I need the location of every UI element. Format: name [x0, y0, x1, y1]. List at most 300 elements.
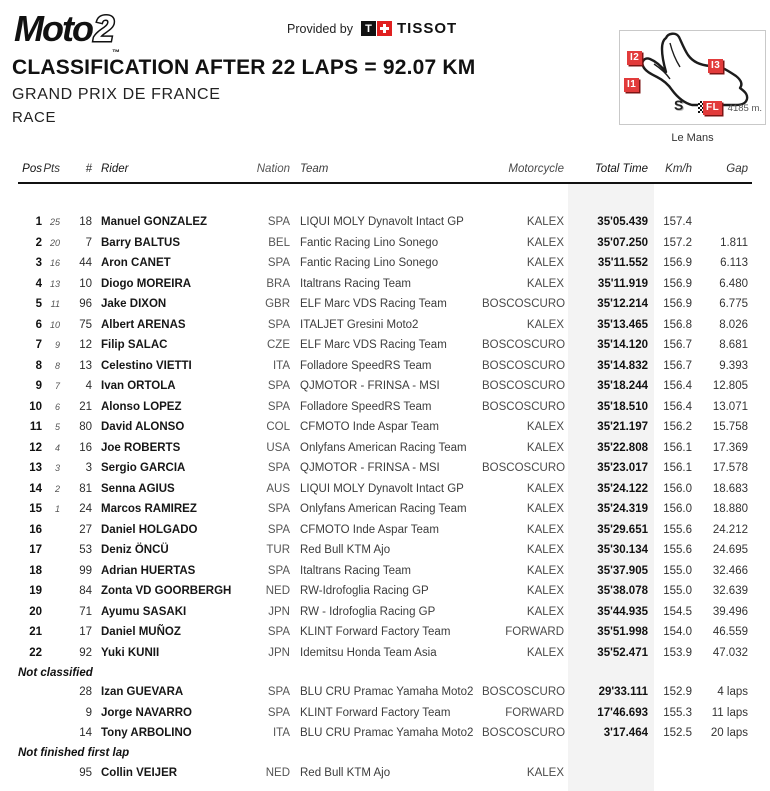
cell-pos: 10	[29, 400, 42, 413]
tissot-t-icon: T	[361, 21, 376, 36]
cell-gap: 12.805	[712, 380, 748, 393]
cell-pos: 20	[29, 605, 42, 618]
cell-team: BLU CRU Pramac Yamaha Moto2	[300, 686, 474, 699]
table-row	[0, 602, 770, 623]
moto2-logo-text: Moto	[14, 8, 92, 49]
cell-rider: Alonso LOPEZ	[101, 400, 182, 413]
cell-rider: Filip SALAC	[101, 339, 168, 352]
cell-nation: SPA	[267, 318, 290, 331]
cell-time: 35'18.244	[597, 380, 648, 393]
cell-num: 18	[79, 216, 92, 229]
cell-pos: 18	[29, 564, 42, 577]
table-row	[0, 561, 770, 582]
cell-num: 17	[79, 626, 92, 639]
table-row	[0, 458, 770, 479]
table-row	[0, 253, 770, 274]
cell-pos: 6	[35, 318, 42, 331]
cell-time: 35'11.552	[597, 257, 648, 270]
cell-moto: BOSCOSCURO	[482, 298, 566, 311]
cell-kmh: 156.7	[663, 359, 692, 372]
cell-time: 35'24.319	[597, 503, 648, 516]
cell-time: 35'37.905	[597, 564, 648, 577]
cell-kmh: 156.9	[663, 257, 692, 270]
cell-kmh: 154.0	[663, 626, 692, 639]
cell-moto: KALEX	[526, 216, 564, 229]
cell-team: Folladore SpeedRS Team	[300, 400, 432, 413]
cell-rider: Sergio GARCIA	[101, 462, 186, 475]
cell-kmh: 155.6	[663, 523, 692, 536]
cell-kmh: 156.4	[663, 380, 692, 393]
cell-time: 35'30.134	[597, 544, 648, 557]
cell-nation: AUS	[266, 482, 290, 495]
cell-team: LIQUI MOLY Dynavolt Intact GP	[300, 482, 464, 495]
cell-moto: KALEX	[526, 523, 564, 536]
cell-team: CFMOTO Inde Aspar Team	[300, 523, 439, 536]
cell-gap: 15.758	[712, 421, 748, 434]
cell-team: ELF Marc VDS Racing Team	[300, 339, 447, 352]
cell-gap: 24.212	[712, 523, 748, 536]
table-row	[0, 335, 770, 356]
cell-time: 35'51.998	[597, 626, 648, 639]
cell-nation: SPA	[267, 380, 290, 393]
cell-rider: Collin VEIJER	[101, 766, 178, 779]
cell-gap: 11 laps	[711, 706, 748, 719]
tissot-wordmark: TISSOT	[397, 20, 458, 37]
cell-moto: BOSCOSCURO	[482, 400, 566, 413]
provided-by-label: Provided by	[287, 21, 354, 36]
cell-num: 16	[79, 441, 92, 454]
cell-moto: KALEX	[526, 421, 564, 434]
cell-kmh: 156.9	[663, 298, 692, 311]
cell-moto: BOSCOSCURO	[482, 462, 566, 475]
cell-num: 14	[79, 727, 92, 740]
trademark-mark: ™	[112, 48, 120, 57]
cell-rider: Jorge NAVARRO	[101, 706, 192, 719]
title-block	[12, 56, 475, 126]
cell-team: ELF Marc VDS Racing Team	[300, 298, 447, 311]
cell-gap: 32.639	[712, 585, 748, 598]
cell-rider: Jake DIXON	[101, 298, 167, 311]
cell-kmh: 154.5	[663, 605, 692, 618]
cell-time: 35'22.808	[597, 441, 648, 454]
cell-moto: BOSCOSCURO	[482, 727, 566, 740]
cell-moto: KALEX	[526, 257, 564, 270]
cell-gap: 46.559	[712, 626, 748, 639]
cell-moto: KALEX	[526, 277, 564, 290]
col-header-total-time: Total Time	[594, 163, 648, 175]
cell-team: Onlyfans American Racing Team	[300, 441, 467, 454]
cell-gap: 39.496	[712, 605, 748, 618]
cell-rider: Diogo MOREIRA	[101, 277, 192, 290]
cell-kmh: 155.6	[663, 544, 692, 557]
cell-time: 35'52.471	[597, 646, 648, 659]
col-header-kmh: Km/h	[665, 163, 692, 175]
cell-num: 10	[79, 277, 92, 290]
cell-pos: 5	[35, 298, 42, 311]
cell-nation: SPA	[267, 400, 290, 413]
cell-rider: Albert ARENAS	[101, 318, 186, 331]
cell-num: 84	[79, 585, 92, 598]
cell-team: Red Bull KTM Ajo	[300, 544, 391, 557]
cell-gap: 24.695	[712, 544, 748, 557]
cell-num: 81	[79, 482, 92, 495]
cell-pos: 14	[29, 482, 42, 495]
cell-time: 35'38.078	[597, 585, 648, 598]
table-row	[0, 499, 770, 520]
table-row	[0, 315, 770, 336]
cell-team: Fantic Racing Lino Sonego	[300, 236, 439, 249]
col-header-pts: Pts	[43, 163, 60, 175]
cell-moto: FORWARD	[505, 626, 564, 639]
cell-kmh: 156.0	[663, 482, 692, 495]
cell-kmh: 156.1	[663, 462, 692, 475]
track-map-box	[619, 30, 766, 125]
cell-rider: David ALONSO	[101, 421, 185, 434]
cell-num: 99	[79, 564, 92, 577]
cell-time: 35'29.651	[597, 523, 648, 536]
cell-pos: 12	[29, 441, 42, 454]
cell-num: 21	[79, 400, 92, 413]
cell-moto: KALEX	[526, 564, 564, 577]
col-header-rider: Rider	[101, 163, 129, 175]
cell-team: RW-Idrofoglia Racing GP	[300, 585, 429, 598]
cell-team: QJMOTOR - FRINSA - MSI	[300, 462, 440, 475]
cell-pos: 21	[29, 626, 42, 639]
cell-moto: KALEX	[526, 766, 564, 779]
cell-team: Red Bull KTM Ajo	[300, 766, 391, 779]
cell-gap: 6.480	[719, 277, 748, 290]
cell-team: Folladore SpeedRS Team	[300, 359, 432, 372]
cell-rider: Adrian HUERTAS	[101, 564, 196, 577]
cell-num: 4	[85, 380, 92, 393]
table-row	[0, 376, 770, 397]
cell-num: 27	[79, 523, 92, 536]
cell-nation: NED	[265, 585, 290, 598]
cell-team: BLU CRU Pramac Yamaha Moto2	[300, 727, 474, 740]
finish-line-marker: FL	[703, 101, 722, 115]
cell-gap: 4 laps	[717, 686, 748, 699]
intermediate-2-marker: I2	[627, 51, 642, 65]
cell-kmh: 156.8	[663, 318, 692, 331]
cell-team: Fantic Racing Lino Sonego	[300, 257, 439, 270]
cell-gap: 8.026	[719, 318, 748, 331]
col-header-gap: Gap	[726, 163, 748, 175]
cell-pos: 15	[29, 503, 42, 516]
intermediate-1-marker: I1	[624, 78, 639, 92]
cell-nation: SPA	[267, 216, 290, 229]
cell-moto: FORWARD	[505, 706, 564, 719]
cell-nation: SPA	[267, 626, 290, 639]
cell-team: KLINT Forward Factory Team	[300, 626, 451, 639]
cell-num: 24	[79, 503, 92, 516]
cell-rider: Marcos RAMIREZ	[101, 503, 197, 516]
cell-rider: Izan GUEVARA	[101, 686, 184, 699]
table-row	[0, 520, 770, 541]
cell-time: 35'11.919	[597, 277, 648, 290]
cell-pts: 7	[54, 381, 60, 392]
cell-num: 3	[85, 462, 92, 475]
cell-rider: Zonta VD GOORBERGH	[101, 585, 232, 598]
cell-pos: 11	[29, 421, 42, 434]
cell-kmh: 155.0	[663, 585, 692, 598]
cell-nation: BEL	[268, 236, 290, 249]
cell-time: 35'21.197	[597, 421, 648, 434]
cell-pts: 9	[54, 340, 60, 351]
cell-rider: Tony ARBOLINO	[101, 727, 192, 740]
page-header	[0, 0, 770, 144]
cell-pts: 3	[54, 463, 60, 474]
cell-pts: 8	[54, 360, 60, 371]
cell-pos: 3	[35, 257, 42, 270]
col-header-team: Team	[300, 163, 329, 175]
cell-moto: KALEX	[526, 585, 564, 598]
track-length: 4185 m.	[727, 103, 762, 114]
cell-kmh: 156.2	[663, 421, 692, 434]
cell-pos: 7	[35, 339, 42, 352]
cell-gap: 13.071	[712, 400, 748, 413]
cell-pos: 22	[29, 646, 42, 659]
table-row	[0, 581, 770, 602]
cell-pos: 9	[35, 380, 42, 393]
cell-rider: Daniel HOLGADO	[101, 523, 198, 536]
cell-pos: 2	[35, 236, 42, 249]
col-header-motorcycle: Motorcycle	[508, 163, 564, 175]
cell-team: Idemitsu Honda Team Asia	[300, 646, 437, 659]
cell-pts: 10	[49, 319, 60, 330]
cell-gap: 1.811	[720, 236, 748, 249]
cell-time: 35'12.214	[597, 298, 648, 311]
track-name: Le Mans	[671, 132, 714, 144]
start-marker: S	[674, 97, 684, 113]
cell-rider: Aron CANET	[101, 257, 171, 270]
cell-pos: 16	[29, 523, 42, 536]
cell-pts: 13	[49, 278, 60, 289]
cell-pos: 17	[29, 544, 42, 557]
cell-nation: CZE	[267, 339, 290, 352]
moto2-logo-numeral: 2	[93, 8, 112, 49]
cell-pts: 20	[49, 237, 60, 248]
cell-kmh: 157.4	[663, 216, 692, 229]
table-row	[0, 763, 770, 784]
table-row	[0, 417, 770, 438]
cell-moto: BOSCOSCURO	[482, 686, 566, 699]
cell-pts: 16	[49, 258, 60, 269]
cell-team: LIQUI MOLY Dynavolt Intact GP	[300, 216, 464, 229]
cell-kmh: 157.2	[663, 236, 692, 249]
cell-nation: SPA	[267, 564, 290, 577]
table-row	[0, 723, 770, 744]
table-row	[0, 540, 770, 561]
cell-gap: 17.578	[712, 462, 748, 475]
cell-nation: COL	[266, 421, 290, 434]
col-header-number: #	[85, 163, 92, 175]
cell-rider: Ayumu SASAKI	[101, 605, 187, 618]
cell-rider: Manuel GONZALEZ	[101, 216, 208, 229]
classification-title: CLASSIFICATION AFTER 22 LAPS = 92.07 KM	[12, 56, 476, 79]
cell-rider: Barry BALTUS	[101, 236, 181, 249]
cell-gap: 6.775	[719, 298, 748, 311]
cell-num: 44	[79, 257, 92, 270]
cell-kmh: 156.4	[663, 400, 692, 413]
cell-moto: KALEX	[526, 503, 564, 516]
cell-gap: 18.880	[712, 503, 748, 516]
table-row	[0, 274, 770, 295]
col-header-nation: Nation	[256, 163, 290, 175]
cell-nation: ITA	[272, 359, 290, 372]
cell-time: 35'13.465	[597, 318, 648, 331]
cell-gap: 32.466	[712, 564, 748, 577]
table-row	[0, 622, 770, 643]
cell-kmh: 156.0	[663, 503, 692, 516]
cell-moto: KALEX	[526, 441, 564, 454]
cell-nation: SPA	[267, 706, 290, 719]
cell-pts: 25	[49, 217, 60, 228]
cell-num: 53	[79, 544, 92, 557]
table-row	[0, 438, 770, 459]
cell-nation: TUR	[266, 544, 290, 557]
cell-nation: SPA	[267, 257, 290, 270]
cell-time: 35'07.250	[597, 236, 648, 249]
cell-num: 75	[79, 318, 92, 331]
cell-gap: 9.393	[719, 359, 748, 372]
table-row	[0, 703, 770, 724]
cell-time: 35'44.935	[597, 605, 648, 618]
cell-kmh: 156.1	[663, 441, 692, 454]
table-row	[0, 233, 770, 254]
cell-kmh: 152.9	[663, 686, 692, 699]
moto2-logo	[14, 8, 120, 57]
cell-num: 96	[79, 298, 92, 311]
cell-team: Italtrans Racing Team	[300, 564, 412, 577]
cell-gap: 47.032	[712, 646, 748, 659]
table-row	[0, 643, 770, 664]
table-row	[0, 356, 770, 377]
sponsor-block	[287, 20, 457, 37]
cell-rider: Senna AGIUS	[101, 482, 175, 495]
table-body	[0, 184, 770, 783]
cell-num: 92	[79, 646, 92, 659]
cell-pos: 19	[29, 585, 42, 598]
cell-num: 13	[79, 359, 92, 372]
cell-num: 9	[85, 706, 92, 719]
cell-pts: 6	[54, 401, 60, 412]
cell-nation: NED	[265, 766, 290, 779]
cell-time: 35'05.439	[597, 216, 648, 229]
table-row	[0, 294, 770, 315]
cell-pos: 8	[35, 359, 42, 372]
cell-pos: 4	[35, 277, 42, 290]
cell-num: 80	[79, 421, 92, 434]
cell-nation: BRA	[266, 277, 290, 290]
cell-nation: SPA	[267, 523, 290, 536]
cell-nation: ITA	[272, 727, 290, 740]
cell-num: 7	[85, 236, 92, 249]
intermediate-3-marker: I3	[708, 59, 723, 73]
cell-rider: Joe ROBERTS	[101, 441, 181, 454]
cell-pts: 11	[50, 299, 60, 310]
cell-gap: 8.681	[719, 339, 748, 352]
cell-team: CFMOTO Inde Aspar Team	[300, 421, 439, 434]
cell-rider: Ivan ORTOLA	[101, 380, 176, 393]
table-row	[0, 682, 770, 703]
cell-num: 95	[79, 766, 92, 779]
cell-moto: KALEX	[526, 646, 564, 659]
cell-moto: KALEX	[526, 544, 564, 557]
cell-pts: 5	[54, 422, 60, 433]
cell-team: QJMOTOR - FRINSA - MSI	[300, 380, 440, 393]
cell-rider: Deniz ÖNCÜ	[101, 544, 169, 557]
event-title: GRAND PRIX DE FRANCE	[12, 86, 221, 103]
swiss-cross-icon	[377, 21, 392, 36]
results-sheet	[0, 156, 770, 783]
cell-num: 12	[79, 339, 92, 352]
cell-pts: 2	[54, 483, 60, 494]
cell-moto: KALEX	[526, 236, 564, 249]
cell-num: 28	[79, 686, 92, 699]
cell-time: 35'24.122	[597, 482, 648, 495]
cell-team: RW - Idrofoglia Racing GP	[300, 605, 436, 618]
session-title: RACE	[12, 109, 57, 126]
cell-time: 35'23.017	[597, 462, 648, 475]
cell-time: 35'18.510	[597, 400, 648, 413]
cell-pos: 13	[29, 462, 42, 475]
cell-moto: KALEX	[526, 605, 564, 618]
table-row	[0, 212, 770, 233]
table-row	[0, 479, 770, 500]
cell-rider: Yuki KUNII	[101, 646, 160, 659]
cell-gap: 6.113	[720, 257, 748, 270]
cell-nation: SPA	[267, 462, 290, 475]
cell-num: 71	[79, 605, 92, 618]
cell-kmh: 153.9	[663, 646, 692, 659]
cell-nation: SPA	[267, 503, 290, 516]
cell-moto: KALEX	[526, 318, 564, 331]
cell-team: Onlyfans American Racing Team	[300, 503, 467, 516]
cell-moto: KALEX	[526, 482, 564, 495]
cell-team: Italtrans Racing Team	[300, 277, 412, 290]
cell-kmh: 155.0	[663, 564, 692, 577]
cell-kmh: 156.7	[663, 339, 692, 352]
cell-time: 35'14.832	[597, 359, 648, 372]
cell-gap: 17.369	[712, 441, 748, 454]
cell-nation: SPA	[267, 686, 290, 699]
cell-nation: GBR	[265, 298, 290, 311]
cell-nation: JPN	[268, 646, 290, 659]
table-header-row	[0, 156, 770, 182]
cell-moto: BOSCOSCURO	[482, 380, 566, 393]
cell-time: 29'33.111	[598, 686, 648, 699]
cell-gap: 20 laps	[710, 727, 748, 740]
cell-kmh: 155.3	[663, 706, 692, 719]
cell-moto: BOSCOSCURO	[482, 339, 566, 352]
cell-pts: 4	[54, 442, 60, 453]
tissot-logo	[361, 20, 457, 37]
cell-time: 3'17.464	[603, 727, 648, 740]
cell-kmh: 152.5	[663, 727, 692, 740]
track-map	[619, 30, 766, 144]
cell-rider: Celestino VIETTI	[101, 359, 192, 372]
col-header-pos: Pos	[22, 163, 42, 175]
cell-time: 17'46.693	[597, 706, 648, 719]
cell-time: 35'14.120	[597, 339, 648, 352]
cell-nation: USA	[266, 441, 290, 454]
cell-pts: 1	[54, 504, 60, 515]
cell-team: KLINT Forward Factory Team	[300, 706, 451, 719]
cell-pos: 1	[35, 216, 42, 229]
cell-team: ITALJET Gresini Moto2	[300, 318, 419, 331]
section-label: Not classified	[18, 666, 93, 679]
cell-kmh: 156.9	[663, 277, 692, 290]
